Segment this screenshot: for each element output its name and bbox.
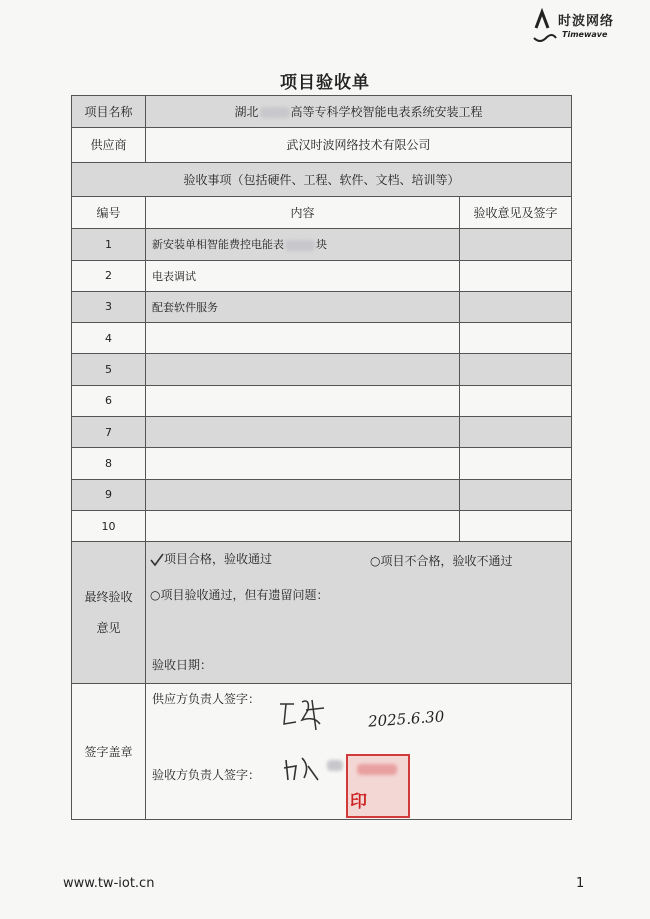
page-number: 1 xyxy=(576,876,585,891)
supplier-value: 武汉时波网络技术有限公司 xyxy=(146,128,572,162)
final-opinion-label xyxy=(72,542,146,683)
row-opinion xyxy=(460,510,572,541)
column-header-row xyxy=(72,196,572,228)
table-row xyxy=(72,385,572,416)
check-mark-icon xyxy=(150,553,164,567)
table-row xyxy=(72,354,572,385)
company-logo xyxy=(532,8,632,48)
final-opinion-label-line1: 最终验收 xyxy=(84,590,133,605)
table-row xyxy=(72,417,572,448)
row-opinion xyxy=(460,354,572,385)
row-no: 6 xyxy=(72,385,146,416)
final-opinion-cell xyxy=(146,542,572,683)
row-content xyxy=(146,448,460,479)
row-opinion xyxy=(460,448,572,479)
row-no: 2 xyxy=(72,260,146,291)
project-name-label: 项目名称 xyxy=(72,96,146,128)
row-opinion xyxy=(460,260,572,291)
row-opinion xyxy=(460,291,572,322)
final-opinion-label-line2: 意见 xyxy=(96,621,121,636)
row-content xyxy=(146,385,460,416)
project-name-prefix: 湖北 xyxy=(234,105,259,120)
project-name-suffix: 高等专科学校智能电表系统安装工程 xyxy=(290,105,483,120)
acceptance-date-label: 验收日期： xyxy=(152,658,213,673)
logo-name: 时波网络 xyxy=(558,14,615,29)
row-content xyxy=(146,417,460,448)
row-content xyxy=(146,229,460,260)
supplier-label: 供应商 xyxy=(72,128,146,162)
timewave-logo-icon xyxy=(532,8,558,48)
signature-cell xyxy=(146,683,572,819)
col-header-no: 编号 xyxy=(72,196,146,228)
supplier-sign-date: 2025.6.30 xyxy=(367,706,445,731)
table-row xyxy=(72,510,572,541)
acceptor-sign-label: 验收方负责人签字： xyxy=(152,767,261,782)
stamp-text: 印 xyxy=(350,791,367,812)
final-opinion-row xyxy=(72,542,572,683)
row-content xyxy=(146,510,460,541)
table-row xyxy=(72,323,572,354)
table-row xyxy=(72,448,572,479)
items-header: 验收事项（包括硬件、工程、软件、文档、培训等） xyxy=(72,162,572,196)
items-header-row xyxy=(72,162,572,196)
table-row xyxy=(72,260,572,291)
col-header-opinion: 验收意见及签字 xyxy=(460,196,572,228)
acceptor-signature-icon xyxy=(282,754,332,784)
signature-label: 签字盖章 xyxy=(72,683,146,819)
project-name-row xyxy=(72,96,572,128)
row-content-prefix: 新安装单相智能费控电能表 xyxy=(152,238,284,252)
redacted-block xyxy=(357,764,397,775)
row-no: 8 xyxy=(72,448,146,479)
redacted-block xyxy=(260,107,290,118)
row-content: 配套软件服务 xyxy=(146,291,460,322)
table-row xyxy=(72,229,572,260)
row-content-suffix: 块 xyxy=(316,238,327,252)
option-pass-label: 项目合格，验收通过 xyxy=(164,552,273,567)
supplier-signature-icon xyxy=(276,696,346,732)
supplier-row xyxy=(72,128,572,162)
row-opinion xyxy=(460,385,572,416)
row-no: 4 xyxy=(72,323,146,354)
row-no: 3 xyxy=(72,291,146,322)
project-name-value xyxy=(146,96,572,128)
row-content: 电表调试 xyxy=(146,260,460,291)
row-content xyxy=(146,479,460,510)
redacted-block xyxy=(327,760,343,771)
page-title: 项目验收单 xyxy=(280,73,370,93)
row-no: 9 xyxy=(72,479,146,510)
row-opinion xyxy=(460,323,572,354)
signature-row xyxy=(72,683,572,819)
col-header-content: 内容 xyxy=(146,196,460,228)
footer-url: www.tw-iot.cn xyxy=(63,876,155,891)
option-pass-with-issues[interactable]: ○项目验收通过，但有遗留问题： xyxy=(150,588,329,603)
option-pass[interactable] xyxy=(150,550,272,567)
row-opinion xyxy=(460,229,572,260)
row-no: 7 xyxy=(72,417,146,448)
logo-subtitle: Timewave xyxy=(562,30,608,39)
acceptance-form-table xyxy=(71,95,572,820)
row-content xyxy=(146,354,460,385)
table-row xyxy=(72,479,572,510)
row-opinion xyxy=(460,479,572,510)
row-no: 5 xyxy=(72,354,146,385)
row-no: 10 xyxy=(72,510,146,541)
row-no: 1 xyxy=(72,229,146,260)
official-stamp xyxy=(346,754,410,818)
row-content xyxy=(146,323,460,354)
option-fail[interactable]: ○项目不合格，验收不通过 xyxy=(370,554,513,569)
supplier-sign-label: 供应方负责人签字： xyxy=(152,691,261,706)
row-opinion xyxy=(460,417,572,448)
redacted-block xyxy=(285,240,315,251)
table-row xyxy=(72,291,572,322)
